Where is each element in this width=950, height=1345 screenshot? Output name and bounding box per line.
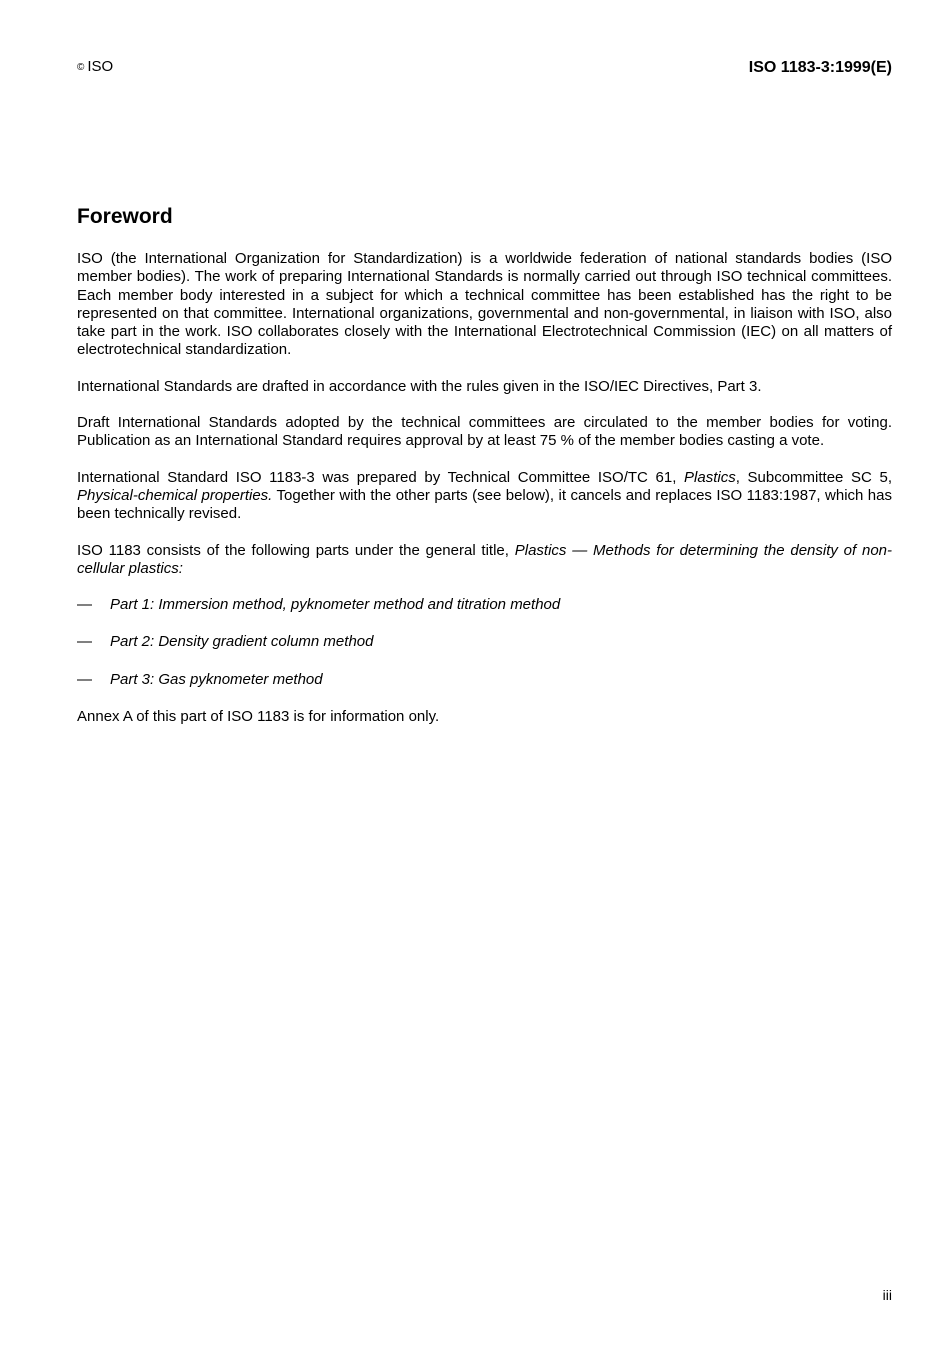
paragraph-annex: Annex A of this part of ISO 1183 is for information only.: [77, 708, 440, 726]
paragraph-directives: International Standards are drafted in accordance with the rules given in the ISO/IEC Directives, Part 3.: [77, 377, 762, 395]
part-3-title: Part 3: Gas pyknometer method: [110, 670, 323, 688]
list-item: [77, 671, 892, 689]
list-dash: —: [77, 596, 92, 614]
paragraph-preparation-text-c: Together with the other parts (see below), it cancels and replaces ISO 1183:1987, which has been technically revised.: [77, 486, 892, 523]
paragraph-preparation: [77, 469, 892, 524]
paragraph-preparation-text-b: , Subcommittee SC 5,: [735, 468, 892, 486]
part-2-title: Part 2: Density gradient column method: [110, 633, 374, 651]
list-dash: —: [77, 633, 92, 651]
subcommittee-title: Physical-chemical properties.: [77, 486, 273, 504]
list-dash: —: [77, 670, 92, 688]
page-number: iii: [882, 1287, 892, 1303]
paragraph-parts-intro-text: ISO 1183 consists of the following parts under the general title,: [77, 541, 515, 559]
list-item: [77, 596, 892, 614]
general-title: Plastics — Methods for determining the density of non-cellular plastics:: [77, 541, 892, 577]
paragraph-parts-intro: [77, 542, 892, 579]
committee-title-plastics: Plastics: [684, 468, 736, 486]
paragraph-iso-intro: ISO (the International Organization for Standardization) is a worldwide federation of national standards bodies (ISO member bodies). The work of preparing International Standards is normally carried out through ISO technical committees. Each member body interested in a subject for which a technical committee has been established has the right to be represented on that committee. International organizations, governmental and non-governmental, in liaison with ISO, also take part in the work. ISO collaborates closely with the International Electrotechnical Commission (IEC) on all matters of electrotechnical standardization.: [77, 250, 892, 359]
copyright-symbol: ©: [77, 62, 85, 73]
list-item: [77, 633, 892, 651]
copyright-org: ISO: [87, 58, 114, 75]
copyright-mark: [77, 58, 113, 75]
paragraph-voting: Draft International Standards adopted by the technical committees are circulated to the member bodies for voting. Publication as an International Standard requires approval by at least 75 % of the member bodies casting a vote.: [77, 414, 892, 450]
document-id: ISO 1183-3:1999(E): [748, 59, 892, 76]
paragraph-preparation-text-a: International Standard ISO 1183-3 was prepared by Technical Committee ISO/TC 61,: [77, 468, 685, 486]
page-title: Foreword: [77, 205, 173, 228]
foreword-section: [77, 203, 892, 744]
part-1-title: Part 1: Immersion method, pyknometer method and titration method: [110, 596, 561, 614]
